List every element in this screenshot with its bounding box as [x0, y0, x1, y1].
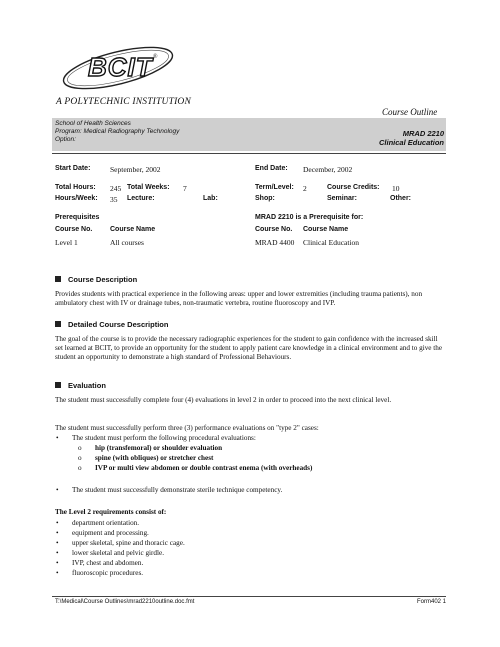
bullet-dot-icon: • [56, 486, 59, 494]
footer-divider [52, 596, 446, 597]
footer-path: T:\Medical\Course Outlines\mrad2210outline.doc.fmt [55, 599, 195, 605]
evaluation-title: Evaluation [68, 381, 106, 390]
prereq-col-name: Course Name [110, 226, 156, 233]
start-date-value: September, 2002 [110, 165, 161, 174]
evaluation-bullet-2: The student must successfully demonstrate sterile technique competency. [72, 486, 283, 494]
level2-item: lower skeletal and pelvic girdle. [72, 549, 165, 557]
bullet-dot-icon: • [56, 434, 59, 442]
course-description-heading [55, 275, 137, 284]
program-name: Program: Medical Radiography Technology [55, 128, 180, 135]
evaluation-text-2: The student must successfully perform three (3) performance evaluations on "type 2" cases: [55, 424, 319, 432]
sub-item-3: IVP or multi view abdomen or double contrast enema (with overheads) [95, 464, 313, 472]
document-type: Course Outline [382, 107, 438, 117]
section-bullet-icon [55, 321, 61, 327]
shop-label: Shop: [255, 195, 275, 202]
prereq-heading: Prerequisites [55, 214, 100, 221]
total-hours-label: Total Hours: [55, 184, 96, 191]
prereq-for-row-name: Clinical Education [303, 238, 360, 247]
course-title: Clinical Education [378, 138, 444, 147]
total-hours-value: 245 [110, 184, 122, 193]
level2-item: upper skeletal, spine and thoracic cage. [72, 539, 185, 547]
divider [52, 153, 446, 154]
lecture-label: Lecture: [127, 195, 155, 202]
detailed-description-title: Detailed Course Description [68, 320, 169, 329]
sub-item-2: spine (with obliques) or stretcher chest [95, 454, 214, 462]
section-bullet-icon [55, 382, 61, 388]
footer-page: Form402 1 [416, 599, 446, 605]
other-label: Other: [390, 195, 411, 202]
level2-item: IVP, chest and abdomen. [72, 559, 144, 567]
bcit-logo [60, 38, 180, 94]
end-date-label: End Date: [255, 165, 288, 172]
evaluation-heading [55, 381, 106, 390]
course-code: MRAD 2210 [402, 129, 444, 138]
registered-mark: ® [153, 54, 158, 60]
bullet-dot-icon: • [56, 569, 59, 577]
prereq-row-name: All courses [110, 238, 144, 247]
credits-value: 10 [392, 184, 400, 193]
sub-item-1: hip (transfemoral) or shoulder evaluation [95, 444, 223, 452]
course-id [379, 129, 444, 147]
seminar-label: Seminar: [327, 195, 357, 202]
course-description-title: Course Description [68, 275, 138, 284]
circle-bullet-icon: o [78, 444, 82, 452]
bullet-dot-icon: • [56, 539, 59, 547]
level2-item: department orientation. [72, 519, 140, 527]
bullet-dot-icon: • [56, 559, 59, 567]
hours-week-label: Hours/Week: [55, 195, 98, 202]
hours-week-value: 35 [110, 195, 118, 204]
prereq-for-row-no: MRAD 4400 [255, 238, 295, 247]
term-value: 2 [303, 184, 307, 193]
program-info [55, 120, 179, 144]
detailed-description-text: The goal of the course is to provide the necessary radiographic experiences for the student to gain confidence with the increased skill set learned at BCIT, to provide an opportunity for the student to apply patient care knowledge in a clinical environment and to give the student an opportunity to demonstrate a high standard of Professional Behaviours. [55, 335, 443, 362]
bullet-dot-icon: • [56, 549, 59, 557]
lab-label: Lab: [203, 195, 218, 202]
prereq-row-no: Level 1 [55, 238, 78, 247]
course-description-text: Provides students with practical experience in the following areas: upper and lower extremities (including trauma patients), non ambulatory chest with IV or drainage tubes, non-traumatic vertebra, routine fluoroscopy and IVP. [55, 290, 423, 308]
circle-bullet-icon: o [78, 454, 82, 462]
tagline: A POLYTECHNIC INSTITUTION [56, 97, 192, 107]
level2-heading: The Level 2 requirements consist of: [55, 508, 167, 516]
section-bullet-icon [55, 276, 61, 282]
bullet-dot-icon: • [56, 519, 59, 527]
term-label: Term/Level: [255, 184, 294, 191]
svg-text:BCIT: BCIT [88, 52, 153, 82]
prereq-for-col-no: Course No. [255, 226, 293, 233]
school-name: School of Health Sciences [55, 120, 131, 127]
level2-item: fluoroscopic procedures. [72, 569, 144, 577]
level2-item: equipment and processing. [72, 529, 149, 537]
evaluation-bullet-1: The student must perform the following procedural evaluations: [72, 434, 256, 442]
prereq-for-heading: MRAD 2210 is a Prerequisite for: [255, 214, 364, 221]
total-weeks-label: Total Weeks: [127, 184, 170, 191]
total-weeks-value: 7 [183, 184, 187, 193]
circle-bullet-icon: o [78, 464, 82, 472]
start-date-label: Start Date: [55, 165, 91, 172]
bullet-dot-icon: • [56, 529, 59, 537]
detailed-description-heading [55, 320, 168, 329]
end-date-value: December, 2002 [303, 165, 353, 174]
credits-label: Course Credits: [327, 184, 380, 191]
prereq-col-no: Course No. [55, 226, 93, 233]
option-label: Option: [55, 136, 76, 143]
prereq-for-col-name: Course Name [303, 226, 349, 233]
evaluation-text-1: The student must successfully complete four (4) evaluations in level 2 in order to proceed into the next clinical level. [55, 396, 392, 404]
